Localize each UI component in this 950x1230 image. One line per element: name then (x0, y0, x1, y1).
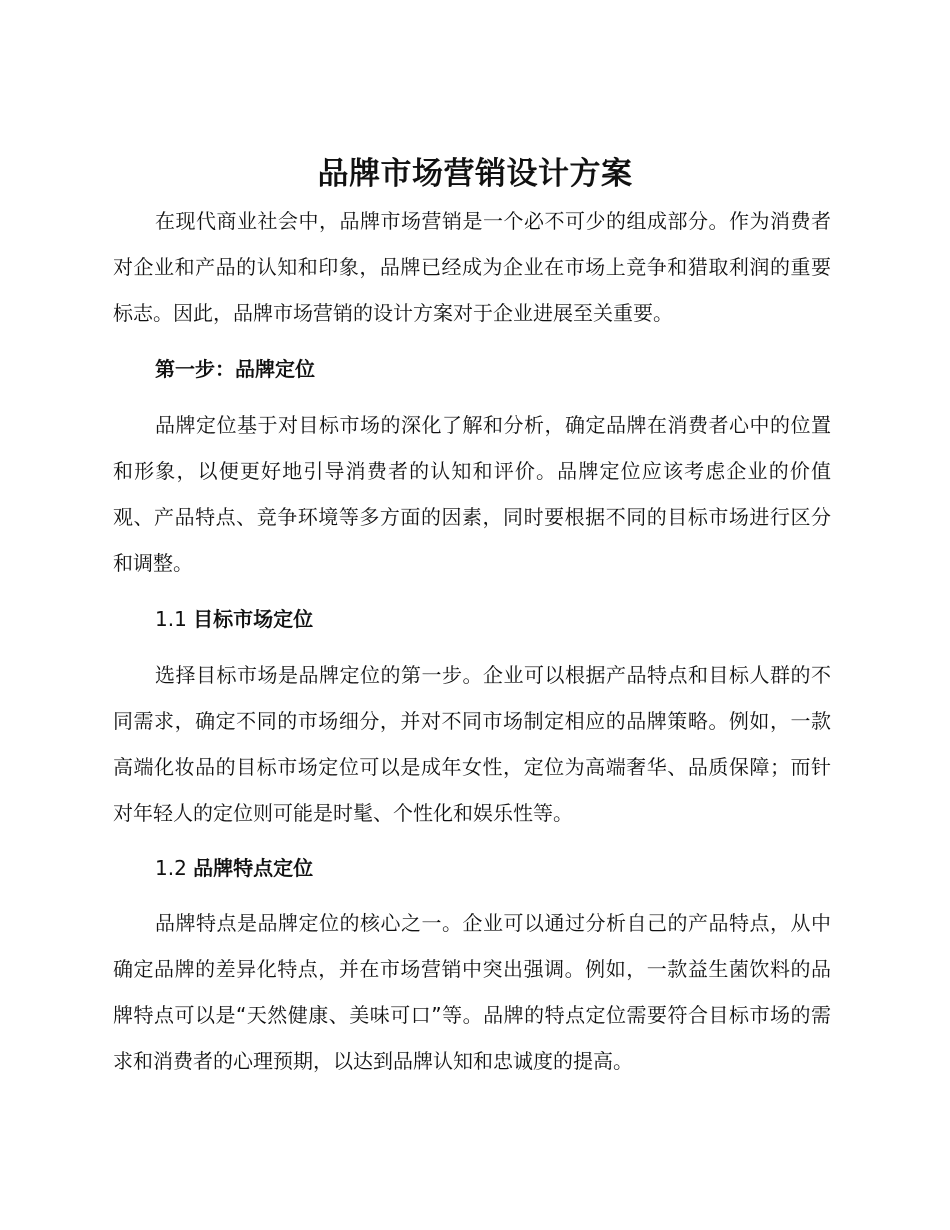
section-1-2-title: 品牌特点定位 (193, 856, 314, 880)
section-1-2-paragraph: 品牌特点是品牌定位的核心之一。企业可以通过分析自己的产品特点，从中确定品牌的差异化特点，并在市场营销中突出强调。例如，一款益生菌饮料的品牌特点可以是“天然健康、美味可口”等。品牌的特点定位需要符合目标市场的需求和消费者的心理预期，以达到品牌认知和忠诚度的提高。 (113, 911, 831, 1073)
section-1-1-paragraph: 选择目标市场是品牌定位的第一步。企业可以根据产品特点和目标人群的不同需求，确定不同的市场细分，并对不同市场制定相应的品牌策略。例如，一款高端化妆品的目标市场定位可以是成年女性，定位为高端奢华、品质保障；而针对年轻人的定位则可能是时髦、个性化和娱乐性等。 (113, 663, 831, 825)
step1-paragraph: 品牌定位基于对目标市场的深化了解和分析，确定品牌在消费者心中的位置和形象，以便更好地引导消费者的认知和评价。品牌定位应该考虑企业的价值观、产品特点、竞争环境等多方面的因素，同时要根据不同的目标市场进行区分和调整。 (113, 413, 831, 575)
section-1-1-heading (155, 596, 313, 642)
document-title: 品牌市场营销设计方案 (317, 156, 633, 192)
section-1-1-number: 1.1 (155, 607, 187, 631)
section-1-2-heading (155, 845, 313, 891)
section-1-1-title: 目标市场定位 (193, 607, 314, 631)
section-1-2-number: 1.2 (155, 856, 187, 880)
step1-heading: 第一步：品牌定位 (155, 357, 315, 381)
intro-paragraph: 在现代商业社会中，品牌市场营销是一个必不可少的组成部分。作为消费者对企业和产品的认知和印象，品牌已经成为企业在市场上竞争和猎取利润的重要标志。因此，品牌市场营销的设计方案对于企业进展至关重要。 (113, 209, 831, 325)
